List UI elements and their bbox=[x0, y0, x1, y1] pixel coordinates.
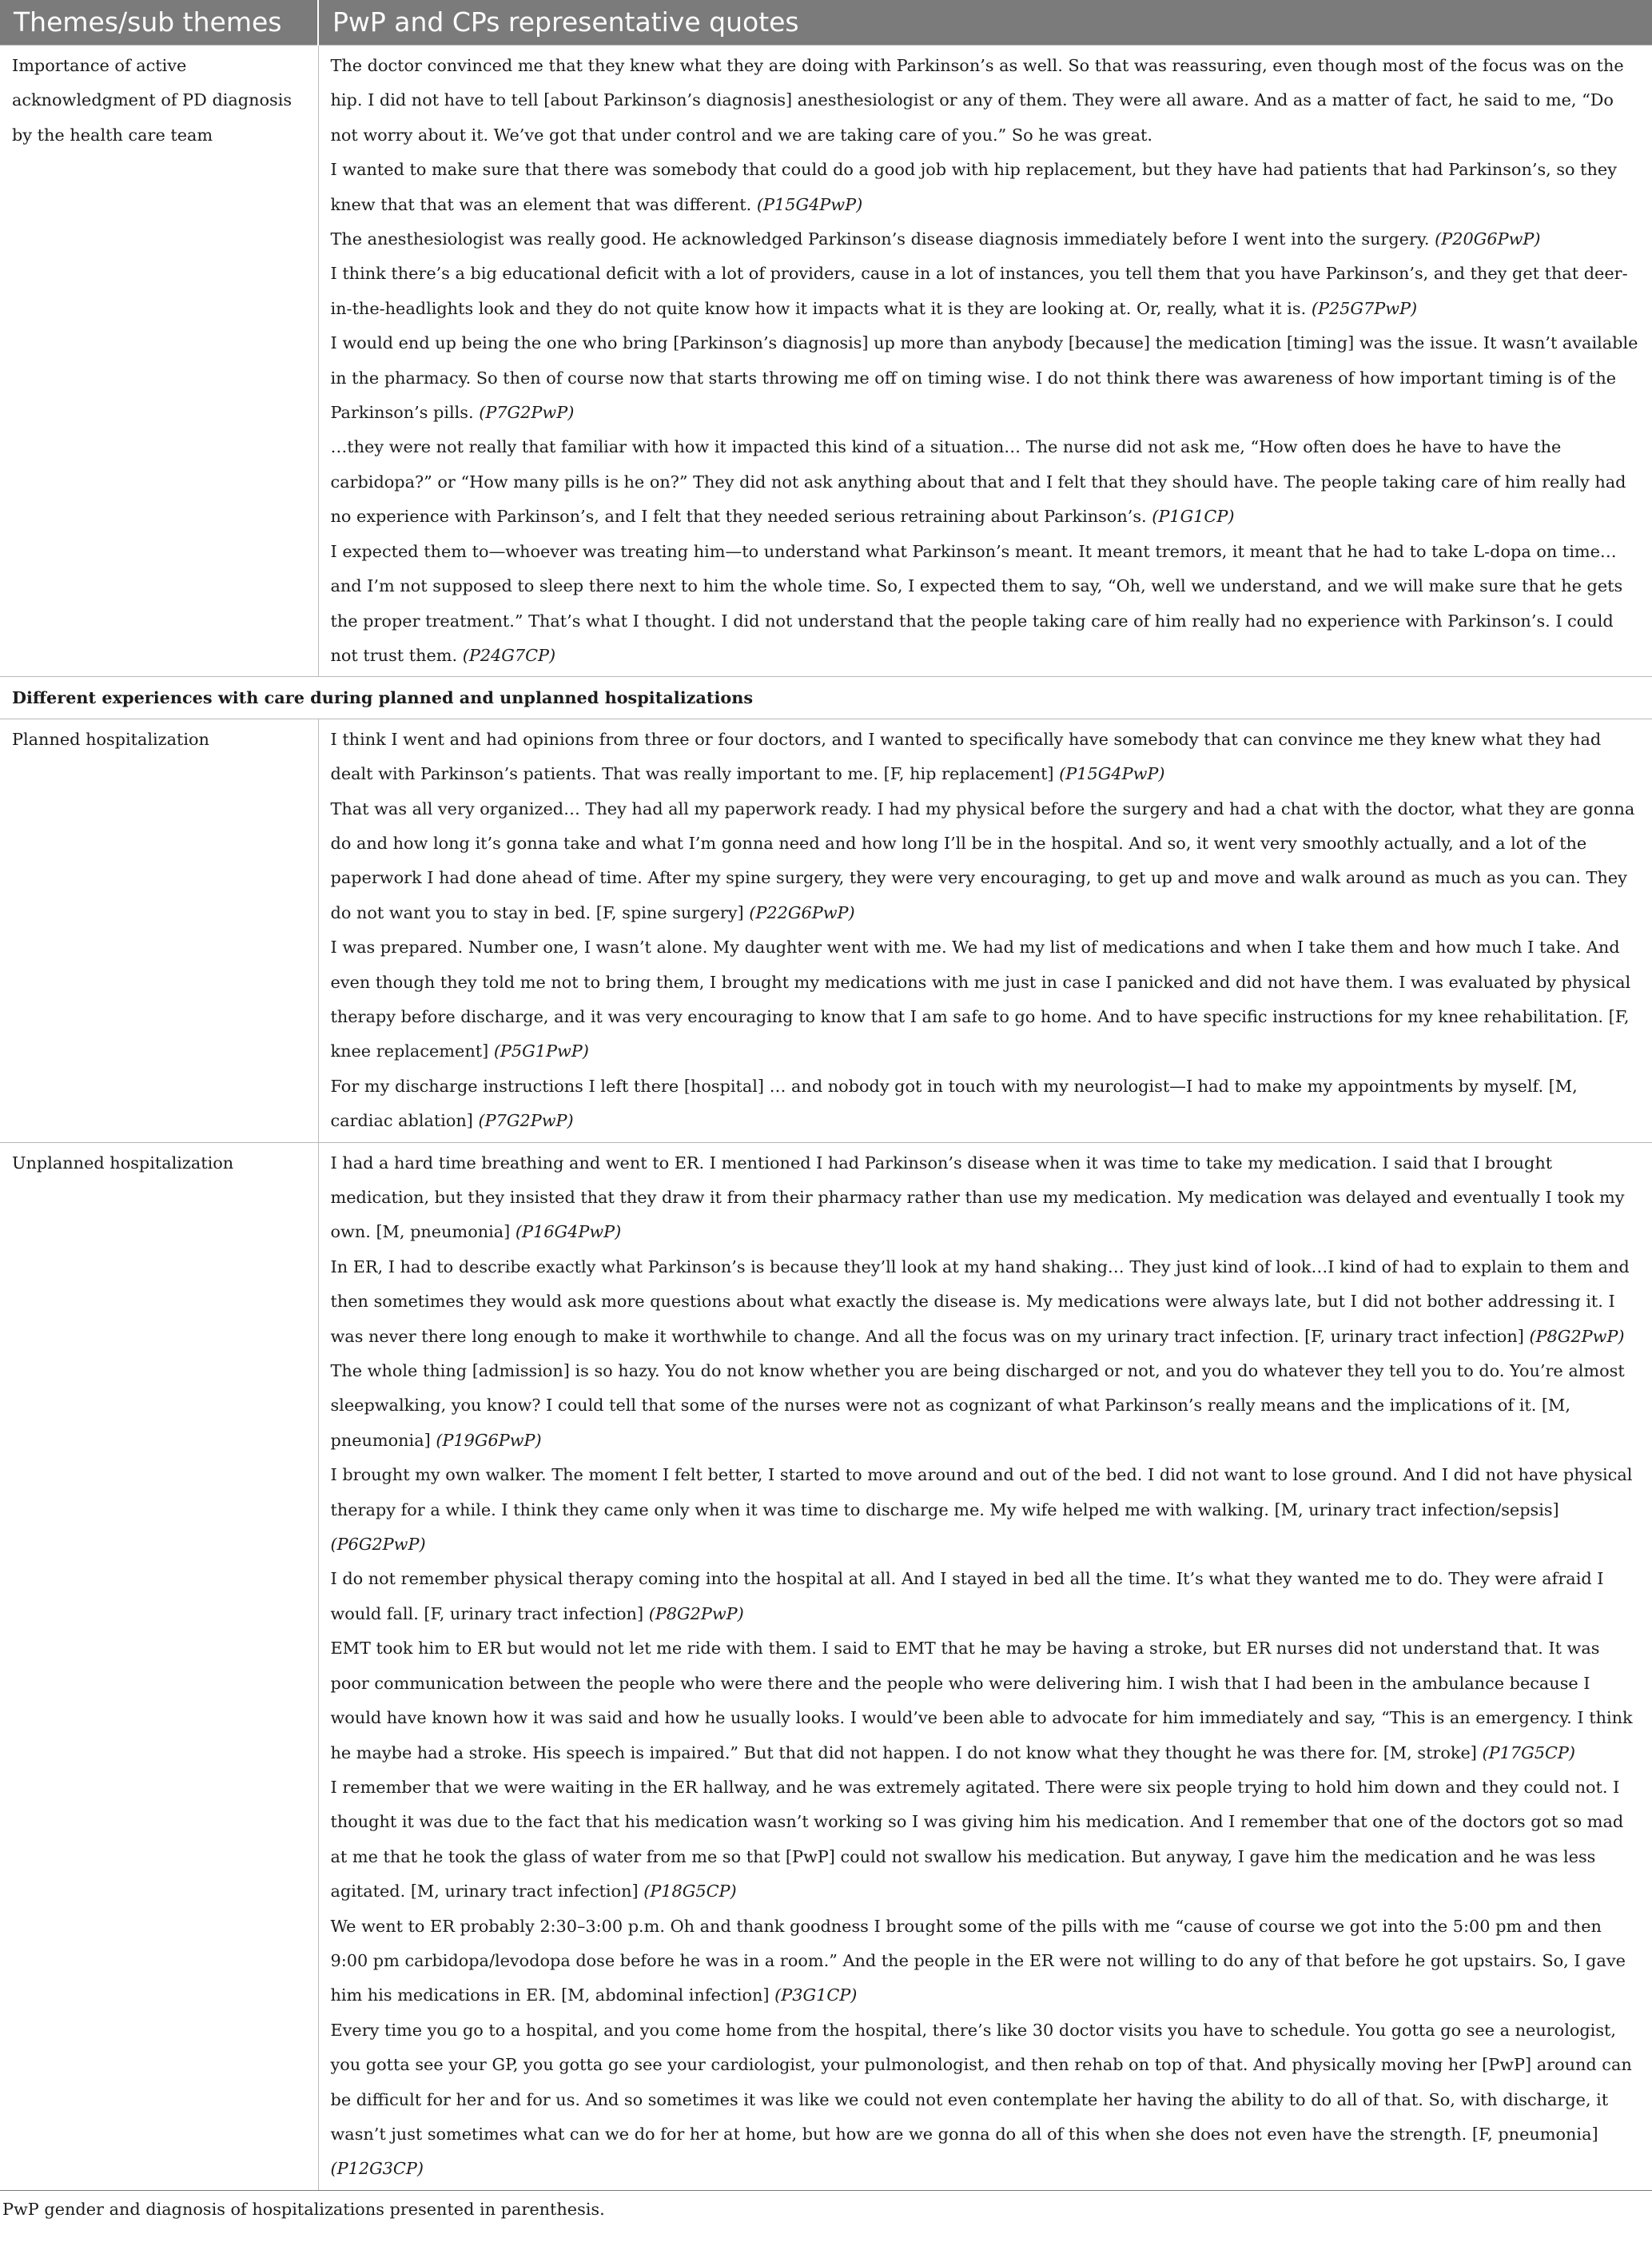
participant-code: (P18G5CP) bbox=[643, 1882, 737, 1902]
quotes-cell bbox=[318, 719, 1652, 1142]
participant-code: (P24G7CP) bbox=[462, 645, 556, 665]
theme-cell: Importance of active acknowledgment of PD diagnosis by the health care team bbox=[0, 46, 318, 677]
quote bbox=[331, 723, 1642, 792]
header-row bbox=[0, 0, 1652, 46]
quote bbox=[331, 930, 1642, 1069]
participant-code: (P16G4PwP) bbox=[515, 1222, 622, 1242]
quote bbox=[331, 49, 1642, 153]
quote-text: I would end up being the one who bring [Parkinson’s diagnosis] up more than anybody [because] the medication [timing] was the issue. It wasn’t available in the pharmacy. So then of course now that starts throwing me off on timing wise. I do not think there was awareness of how important timing is of the Parkinson’s pills. bbox=[330, 333, 1638, 423]
quote-text: I remember that we were waiting in the ER hallway, and he was extremely agitated. There were six people trying to hold him down and they could not. I thought it was due to the fact that his medication wasn’t working so I was giving him his medication. And I remember that one of the doctors got so mad at me that he took the glass of water from me so that [PwP] could not swallow his medication. But anyway, I gave him the medication and he was less agitated. [M, urinary tract infection] bbox=[330, 1777, 1624, 1902]
table-row bbox=[0, 46, 1652, 677]
quotes-cell bbox=[318, 1142, 1652, 2190]
participant-code: (P6G2PwP) bbox=[330, 1535, 426, 1555]
participant-code: (P1G1CP) bbox=[1152, 507, 1235, 527]
quote bbox=[331, 1146, 1642, 1250]
quote bbox=[331, 1909, 1642, 2013]
quote-text: I do not remember physical therapy coming into the hospital at all. And I stayed in bed all the time. It’s what they wanted me to do. They were afraid I would fall. [F, urinary tract infection] bbox=[330, 1569, 1604, 1623]
theme-cell: Planned hospitalization bbox=[0, 719, 318, 1142]
quote-text: In ER, I had to describe exactly what Parkinson’s is because they’ll look at my hand shaking… They just kind of look…I kind of had to explain to them and then sometimes they would ask more questions about what exactly the disease is. My medications were always late, but I did not bother addressing it. I was never there long enough to make it worthwhile to change. And all the focus was on my urinary tract infection. [F, urinary tract infection] bbox=[330, 1256, 1630, 1346]
quote bbox=[331, 1354, 1642, 1458]
quote bbox=[331, 222, 1642, 257]
theme-cell: Unplanned hospitalization bbox=[0, 1142, 318, 2190]
quotes-cell bbox=[318, 46, 1652, 677]
quote-text: We went to ER probably 2:30–3:00 p.m. Oh and thank goodness I brought some of the pills with me “cause of course we got into the 5:00 pm and then 9:00 pm carbidopa/levodopa dose before he was in a room.” And the people in the ER were not willing to do any of that before he got upstairs. So, I gave him his medications in ER. [M, abdominal infection] bbox=[330, 1916, 1626, 2005]
participant-code: (P8G2PwP) bbox=[1529, 1326, 1625, 1346]
participant-code: (P22G6PwP) bbox=[749, 902, 855, 922]
participant-code: (P7G2PwP) bbox=[479, 403, 575, 423]
quote-text: The whole thing [admission] is so hazy. You do not know whether you are being discharged or not, and you do whatever they tell you to do. You’re almost sleepwalking, you know? I could tell that some of the nurses were not as cognizant of what Parkinson’s really means and the implications of it. [M, pneumonia] bbox=[330, 1361, 1625, 1450]
participant-code: (P5G1PwP) bbox=[493, 1041, 589, 1061]
participant-code: (P15G4PwP) bbox=[756, 194, 863, 214]
participant-code: (P15G4PwP) bbox=[1059, 764, 1165, 784]
table-row bbox=[0, 1142, 1652, 2190]
quote bbox=[331, 326, 1642, 430]
quote bbox=[331, 1631, 1642, 1770]
quote-text: Every time you go to a hospital, and you come home from the hospital, there’s like 30 doctor visits you have to schedule. You gotta go see a neurologist, you gotta see your GP, you gotta go see your cardiologist, your pulmonologist, and then rehab on top of that. And physically moving her [PwP] around can be difficult for her and for us. And so sometimes it was like we could not even contemplate her having the ability to do all of that. So, with discharge, it wasn’t just sometimes what can we do for her at home, but how are we gonna do all of this when she does not even have the strength. [F, pneumonia] bbox=[330, 2020, 1632, 2144]
quote-text: EMT took him to ER but would not let me ride with them. I said to EMT that he may be having a stroke, but ER nurses did not understand that. It was poor communication between the people who were there and the people who were delivering him. I wish that I had been in the ambulance because I would have known how it was said and how he usually looks. I would’ve been able to advocate for him immediately and say, “This is an emergency. I think he maybe had a stroke. His speech is impaired.” But that did not happen. I do not know what they thought he was there for. [M, stroke] bbox=[330, 1639, 1633, 1762]
header-themes: Themes/sub themes bbox=[0, 0, 318, 46]
quote bbox=[331, 153, 1642, 222]
table-header bbox=[0, 0, 1652, 46]
quote bbox=[331, 1458, 1642, 1562]
table-footnote: PwP gender and diagnosis of hospitalizations presented in parenthesis. bbox=[2, 2199, 605, 2219]
quote bbox=[331, 1250, 1642, 1354]
participant-code: (P20G6PwP) bbox=[1435, 229, 1541, 249]
quote-text: For my discharge instructions I left there [hospital] … and nobody got in touch with my neurologist—I had to make my appointments by myself. [M, cardiac ablation] bbox=[330, 1076, 1578, 1131]
quote-text: …they were not really that familiar with how it impacted this kind of a situation… The nurse did not ask me, “How often does he have to have the carbidopa?” or “How many pills is he on?” They did not ask anything about that and I felt that they should have. The people taking care of him really had no experience with Parkinson’s, and I felt that they needed serious retraining about Parkinson’s. bbox=[330, 437, 1626, 527]
participant-code: (P3G1CP) bbox=[774, 1985, 858, 2005]
header-quotes: PwP and CPs representative quotes bbox=[318, 0, 1652, 46]
quote-text: I had a hard time breathing and went to ER. I mentioned I had Parkinson’s disease when it was time to take my medication. I said that I brought medication, but they insisted that they draw it from their pharmacy rather than use my medication. My medication was delayed and eventually I took my own. [M, pneumonia] bbox=[330, 1153, 1625, 1242]
quote bbox=[331, 2013, 1642, 2187]
section-heading: Different experiences with care during planned and unplanned hospitalizations bbox=[0, 677, 1652, 719]
quote-text: That was all very organized… They had all my paperwork ready. I had my physical before the surgery and had a chat with the doctor, what they are gonna do and how long it’s gonna take and what I’m gonna need and how long I’ll be in the hospital. And so, it went very smoothly actually, and a lot of the paperwork I had done ahead of time. After my spine surgery, they were very encouraging, to get up and move and walk around as much as you can. They do not want you to stay in bed. [F, spine surgery] bbox=[330, 798, 1635, 922]
quote bbox=[331, 1562, 1642, 1631]
quote-text: I wanted to make sure that there was somebody that could do a good job with hip replacement, but they have had patients that had Parkinson’s, so they knew that that was an element that was different. bbox=[330, 160, 1617, 214]
quote-text: The doctor convinced me that they knew what they are doing with Parkinson’s as well. So that was reassuring, even though most of the focus was on the hip. I did not have to tell [about Parkinson’s diagnosis] anesthesiologist or any of them. They were all aware. And as a matter of fact, he said to me, “Do not worry about it. We’ve got that under control and we are taking care of you.” So he was great. bbox=[330, 56, 1624, 145]
quote-text: I think I went and had opinions from three or four doctors, and I wanted to specifically have somebody that can convince me they knew what they had dealt with Parkinson’s patients. That was really important to me. [F, hip replacement] bbox=[330, 729, 1602, 784]
participant-code: (P7G2PwP) bbox=[478, 1111, 574, 1131]
quote bbox=[331, 792, 1642, 931]
section-row bbox=[0, 677, 1652, 719]
quote-text: I expected them to—whoever was treating him—to understand what Parkinson’s meant. It meant tremors, it meant that he had to take L-dopa on time… and I’m not supposed to sleep there next to him the whole time. So, I expected them to say, “Oh, well we understand, and we will make sure that he gets the proper treatment.” That’s what I thought. I did not understand that the people taking care of him really had no experience with Parkinson’s. I could not trust them. bbox=[330, 541, 1623, 665]
quote bbox=[331, 535, 1642, 674]
table-body bbox=[0, 46, 1652, 2191]
quote bbox=[331, 430, 1642, 534]
quote bbox=[331, 1770, 1642, 1909]
participant-code: (P19G6PwP) bbox=[436, 1430, 542, 1450]
quote bbox=[331, 257, 1642, 326]
quote-text: I think there’s a big educational deficit with a lot of providers, cause in a lot of instances, you tell them that you have Parkinson’s, and they get that deer-in-the-headlights look and they do not quite know how it impacts what it is they are looking at. Or, really, what it is. bbox=[330, 264, 1628, 318]
table-row bbox=[0, 719, 1652, 1142]
participant-code: (P25G7PwP) bbox=[1311, 298, 1418, 318]
participant-code: (P8G2PwP) bbox=[648, 1603, 744, 1623]
participant-code: (P17G5CP) bbox=[1482, 1742, 1575, 1762]
quote-text: The anesthesiologist was really good. He acknowledged Parkinson’s disease diagnosis immediately before I went into the surgery. bbox=[330, 229, 1430, 249]
quote bbox=[331, 1069, 1642, 1139]
quote-text: I was prepared. Number one, I wasn’t alone. My daughter went with me. We had my list of medications and when I take them and how much I take. And even though they told me not to bring them, I brought my medications with me just in case I panicked and did not have them. I was evaluated by physical therapy before discharge, and it was very encouraging to know that I am safe to go home. And to have specific instructions for my knee rehabilitation. [F, knee replacement] bbox=[330, 938, 1631, 1061]
participant-code: (P12G3CP) bbox=[330, 2159, 424, 2179]
quote-text: I brought my own walker. The moment I felt better, I started to move around and out of the bed. I did not want to lose ground. And I did not have physical therapy for a while. I think they came only when it was time to discharge me. My wife helped me with walking. [M, urinary tract infection/sepsis] bbox=[330, 1465, 1633, 1519]
